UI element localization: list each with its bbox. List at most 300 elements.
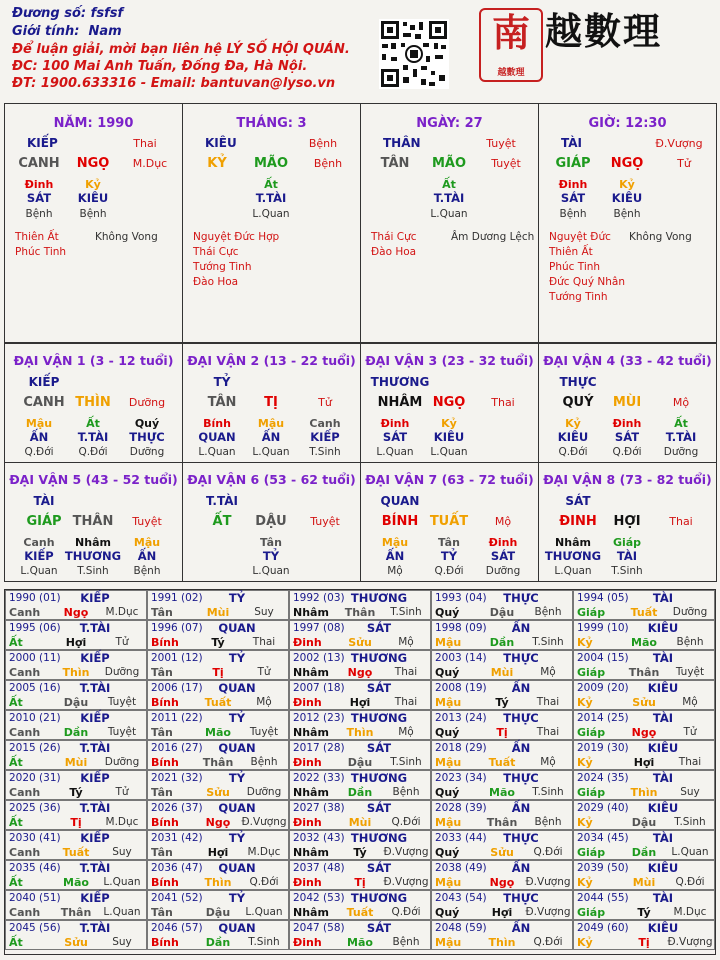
ten-god-star: ẤN (511, 741, 531, 755)
earthly-branch: Sửu (348, 636, 372, 649)
shen-sha-star: Thiên Ất (15, 231, 59, 243)
shen-sha-star: Phúc Tinh (15, 246, 67, 258)
year-status: Tuyệt (249, 726, 279, 738)
earthly-branch: Hợi (65, 636, 87, 649)
ten-god-star: KIÊU (647, 681, 679, 695)
ten-god-star: ẤN (511, 681, 531, 695)
year-status: M.Dục (105, 606, 139, 618)
ten-god-star: THÂN (383, 136, 421, 150)
year-label: 2014 (25) (577, 712, 629, 724)
heavenly-stem: KỶ (207, 156, 227, 171)
hidden-status: Q.Đới (78, 446, 108, 458)
year-cell (5, 770, 147, 800)
hidden-stem: Đinh (488, 536, 518, 549)
year-status: Thai (536, 696, 560, 708)
earthly-branch: TỊ (264, 395, 278, 410)
heavenly-stem: Mậu (435, 636, 462, 649)
heavenly-stem: Quý (435, 846, 460, 859)
year-status: Tử (115, 786, 129, 798)
ten-god-star: THỰC (503, 711, 539, 725)
year-cell (573, 620, 715, 650)
heavenly-stem: Đinh (293, 816, 322, 829)
ten-god-star: TỶ (228, 591, 246, 605)
year-label: 2008 (19) (435, 682, 487, 694)
ten-god-star: TÀI (652, 651, 674, 665)
earthly-branch: Mùi (348, 816, 372, 829)
ten-god-star: TỶ (228, 651, 246, 665)
shen-sha-star: Thiên Ất (549, 246, 593, 258)
earthly-branch: Tý (637, 906, 651, 919)
year-label: 2026 (37) (151, 802, 203, 814)
earthly-branch: HỢI (613, 514, 641, 529)
year-label: 2034 (45) (577, 832, 629, 844)
year-label: 2000 (11) (9, 652, 61, 664)
ten-god-star: KIÊU (647, 801, 679, 815)
hidden-status: T.Sinh (77, 565, 109, 577)
earthly-branch: Mão (347, 936, 373, 949)
year-cell (289, 830, 431, 860)
heavenly-stem: Mậu (435, 756, 462, 769)
year-status: Mộ (398, 636, 414, 648)
earthly-branch: DẬU (255, 514, 287, 529)
year-cell (147, 770, 289, 800)
year-cell (431, 890, 573, 920)
heavenly-stem: Giáp (577, 786, 606, 799)
year-cell (147, 860, 289, 890)
ten-god-star: QUAN (218, 861, 256, 875)
ten-god-star: THỰC (503, 591, 539, 605)
dai-van-title: ĐẠI VẬN 4 (33 - 42 tuổi) (543, 353, 712, 368)
ten-god-star: QUAN (218, 621, 256, 635)
year-label: 2031 (42) (151, 832, 203, 844)
year-status: Q.Đới (249, 876, 279, 888)
hidden-status: Q.Đới (434, 565, 464, 577)
year-cell (5, 830, 147, 860)
year-status: Q.Đới (391, 906, 421, 918)
earthly-branch: Tị (354, 876, 366, 889)
year-status: Suy (254, 606, 274, 618)
ten-god-star: T.TÀI (79, 921, 111, 935)
shen-sha-star: Đào Hoa (371, 246, 417, 258)
heavenly-stem: Mậu (435, 876, 462, 889)
year-label: 2038 (49) (435, 862, 487, 874)
year-label: 2018 (29) (435, 742, 487, 754)
year-cell (5, 590, 147, 620)
year-cell (431, 920, 573, 950)
hidden-stem: Canh (23, 536, 55, 549)
earthly-branch: MÃO (431, 156, 467, 171)
branch-status: Thai (669, 515, 693, 528)
ten-god-star: T.TÀI (206, 494, 238, 508)
ten-god-star: SÁT (366, 861, 392, 875)
hidden-ten-god: TỶ (440, 549, 458, 563)
ten-god-star: T.TÀI (79, 681, 111, 695)
year-status: Q.Đới (391, 816, 421, 828)
heavenly-stem: Đinh (293, 936, 322, 949)
ten-god-star: KIẾP (80, 891, 110, 905)
gender-line (12, 23, 122, 40)
year-status: T.Sinh (390, 756, 422, 768)
gender-value: Nam (88, 24, 122, 39)
earthly-branch: NGỌ (76, 156, 110, 171)
stem-status: Bệnh (308, 137, 338, 150)
earthly-branch: Mùi (206, 606, 230, 619)
hidden-stem: Ất (86, 417, 100, 430)
year-label: 1999 (10) (577, 622, 629, 634)
year-label: 2016 (27) (151, 742, 203, 754)
hidden-stem: Ất (264, 178, 278, 191)
earthly-branch: Dậu (489, 606, 515, 619)
hidden-ten-god: THƯƠNG (64, 549, 122, 563)
hidden-status: L.Quan (376, 446, 414, 458)
heavenly-stem: Tân (151, 786, 173, 799)
year-status: M.Dục (673, 906, 707, 918)
ten-god-star: TÀI (652, 891, 674, 905)
branch-status: Dưỡng (128, 396, 166, 409)
hidden-status: Q.Đới (558, 446, 588, 458)
annual-luck-grid (4, 589, 716, 955)
earthly-branch: Thân (628, 666, 660, 679)
hidden-status: Bệnh (25, 208, 53, 220)
ten-god-star: T.TÀI (79, 741, 111, 755)
year-label: 2024 (35) (577, 772, 629, 784)
ten-god-star: THỰC (503, 891, 539, 905)
earthly-branch: Tị (496, 726, 508, 739)
year-label: 2028 (39) (435, 802, 487, 814)
year-cell (147, 620, 289, 650)
ten-god-star: THƯƠNG (370, 375, 430, 389)
earthly-branch: Thìn (630, 786, 658, 799)
hidden-ten-god: TÀI (616, 549, 638, 563)
year-cell (5, 800, 147, 830)
earthly-branch: Thìn (346, 726, 374, 739)
year-cell (431, 710, 573, 740)
ten-god-star: SÁT (366, 741, 392, 755)
heavenly-stem: Kỷ (577, 636, 593, 649)
ten-god-star: TỶ (228, 831, 246, 845)
year-cell (573, 890, 715, 920)
earthly-branch: Tý (353, 846, 367, 859)
earthly-branch: Mão (489, 786, 515, 799)
year-status: Dưỡng (104, 756, 140, 768)
year-status: M.Dục (247, 846, 281, 858)
year-status: Đ.Vượng (525, 876, 571, 888)
stem-status: Tuyệt (486, 137, 516, 150)
year-cell (147, 800, 289, 830)
owner-value: fsfsf (90, 6, 124, 21)
qr-code-icon[interactable] (379, 19, 449, 89)
hidden-stem: Tân (260, 536, 282, 549)
year-status: Mộ (540, 666, 556, 678)
year-status: Thai (678, 756, 702, 768)
year-status: Mộ (682, 696, 698, 708)
earthly-branch: Tị (212, 666, 224, 679)
ten-god-star: ẤN (511, 861, 531, 875)
shen-sha-star: Phúc Tinh (549, 261, 601, 273)
year-cell (289, 770, 431, 800)
ten-god-star: THỰC (503, 651, 539, 665)
year-cell (431, 620, 573, 650)
ten-god-star: KIẾP (28, 375, 60, 389)
hidden-status: Bệnh (133, 565, 161, 577)
earthly-branch: Dần (63, 726, 89, 739)
earthly-branch: Dần (631, 846, 657, 859)
year-status: Bệnh (676, 636, 704, 648)
heavenly-stem: Nhâm (293, 906, 329, 919)
hidden-ten-god: KIÊU (557, 430, 589, 444)
heavenly-stem: Canh (9, 726, 41, 739)
year-label: 2009 (20) (577, 682, 629, 694)
year-cell (147, 710, 289, 740)
year-label: 2035 (46) (9, 862, 61, 874)
year-status: T.Sinh (390, 606, 422, 618)
hidden-ten-god: SÁT (560, 191, 586, 205)
year-label: 2043 (54) (435, 892, 487, 904)
pillar-title: THÁNG: 3 (236, 116, 307, 131)
heavenly-stem: Bính (151, 876, 179, 889)
earthly-branch: THÌN (75, 395, 111, 410)
heavenly-stem: Ất (9, 816, 23, 829)
year-label: 2007 (18) (293, 682, 345, 694)
year-status: Q.Đới (533, 936, 563, 948)
heavenly-stem: Kỷ (577, 816, 593, 829)
year-label: 2012 (23) (293, 712, 345, 724)
heavenly-stem: Bính (151, 816, 179, 829)
dai-van-cell (182, 343, 361, 463)
year-cell (573, 740, 715, 770)
branch-status: Thai (491, 396, 515, 409)
heavenly-stem: TÂN (380, 156, 410, 171)
year-status: Suy (112, 846, 132, 858)
heavenly-stem: Quý (435, 726, 460, 739)
earthly-branch: Dậu (205, 906, 231, 919)
hidden-status: L.Quan (430, 208, 468, 220)
earthly-branch: Mùi (64, 756, 88, 769)
hidden-ten-god: KIẾP (24, 549, 54, 563)
heavenly-stem: NHÂM (377, 395, 423, 410)
heavenly-stem: Giáp (577, 606, 606, 619)
earthly-branch: Dậu (63, 696, 89, 709)
year-status: Suy (112, 936, 132, 948)
ten-god-star: QUAN (380, 494, 420, 508)
year-cell (147, 740, 289, 770)
year-cell (5, 860, 147, 890)
year-status: Bệnh (392, 936, 420, 948)
year-cell (5, 920, 147, 950)
earthly-branch: Ngọ (63, 606, 89, 619)
year-cell (289, 860, 431, 890)
heavenly-stem: Nhâm (293, 846, 329, 859)
earthly-branch: Sửu (490, 846, 514, 859)
year-cell (147, 680, 289, 710)
earthly-branch: Tý (211, 636, 225, 649)
hidden-ten-god: T.TÀI (433, 191, 465, 205)
ten-god-star: THƯƠNG (350, 831, 408, 845)
year-cell (147, 890, 289, 920)
year-label: 1990 (01) (9, 592, 61, 604)
year-cell (431, 680, 573, 710)
hidden-ten-god: KIÊU (433, 430, 465, 444)
branch-status: Tuyệt (132, 515, 162, 528)
hidden-stem: Kỷ (441, 417, 457, 430)
dai-van-title: ĐẠI VẬN 3 (23 - 32 tuổi) (365, 353, 534, 368)
year-status: Đ.Vượng (667, 936, 713, 948)
year-cell (289, 590, 431, 620)
earthly-branch: Sửu (64, 936, 88, 949)
hidden-stem: Nhâm (555, 536, 591, 549)
year-label: 2019 (30) (577, 742, 629, 754)
hidden-status: Dưỡng (485, 565, 521, 577)
year-label: 2039 (50) (577, 862, 629, 874)
ten-god-star: SÁT (366, 921, 392, 935)
heavenly-stem: Canh (9, 606, 41, 619)
year-cell (431, 770, 573, 800)
earthly-branch: Tuất (630, 606, 658, 619)
earthly-branch: Mùi (490, 666, 514, 679)
earthly-branch: Tý (495, 696, 509, 709)
year-label: 2037 (48) (293, 862, 345, 874)
heavenly-stem: Tân (151, 726, 173, 739)
earthly-branch: Dần (205, 936, 231, 949)
dai-van-cell (4, 343, 183, 463)
pillar-title: NGÀY: 27 (416, 116, 483, 131)
year-label: 2023 (34) (435, 772, 487, 784)
ten-god-star: THƯƠNG (350, 591, 408, 605)
year-cell (147, 830, 289, 860)
contact-phone-email: ĐT: 1900.633316 - Email: bantuvan@lyso.vn (12, 76, 336, 91)
heavenly-stem: Giáp (577, 906, 606, 919)
year-status: L.Quan (103, 876, 141, 888)
branch-status: Mộ (672, 396, 690, 409)
heavenly-stem: Quý (435, 606, 460, 619)
seal-main-char: 南 (491, 10, 530, 55)
hidden-status: Q.Đới (24, 446, 54, 458)
year-cell (289, 650, 431, 680)
year-label: 2048 (59) (435, 922, 487, 934)
year-label: 2020 (31) (9, 772, 61, 784)
hidden-stem: Ất (442, 178, 456, 191)
year-label: 2025 (36) (9, 802, 61, 814)
hidden-stem: Đinh (24, 178, 54, 191)
year-label: 2022 (33) (293, 772, 345, 784)
heavenly-stem: Nhâm (293, 666, 329, 679)
shen-sha-star: Âm Dương Lệch (451, 231, 535, 243)
earthly-branch: Tuất (346, 906, 374, 919)
year-cell (431, 800, 573, 830)
year-cell (147, 590, 289, 620)
hidden-ten-god: ẤN (137, 549, 157, 563)
dai-van-title: ĐẠI VẬN 1 (3 - 12 tuổi) (13, 353, 174, 368)
heavenly-stem: Nhâm (293, 606, 329, 619)
year-status: Bệnh (392, 786, 420, 798)
shen-sha-star: Đức Quý Nhân (549, 276, 625, 288)
hidden-ten-god: T.TÀI (255, 191, 287, 205)
hidden-stem: Mậu (257, 417, 285, 430)
earthly-branch: Tuất (204, 696, 232, 709)
heavenly-stem: ĐINH (559, 514, 597, 529)
year-status: Q.Đới (533, 846, 563, 858)
earthly-branch: Tuất (488, 756, 516, 769)
heavenly-stem: Đinh (293, 876, 322, 889)
hidden-stem: Đinh (380, 417, 410, 430)
ten-god-star: TÀI (652, 831, 674, 845)
dai-van-cell (538, 343, 717, 463)
pillar-cell (360, 103, 539, 343)
year-status: Mộ (540, 756, 556, 768)
branch-status: Mộ (494, 515, 512, 528)
ten-god-star: QUAN (218, 681, 256, 695)
year-label: 2044 (55) (577, 892, 629, 904)
heavenly-stem: Canh (9, 786, 41, 799)
year-label: 2015 (26) (9, 742, 61, 754)
year-label: 2004 (15) (577, 652, 629, 664)
heavenly-stem: Bính (151, 636, 179, 649)
ten-god-star: TÀI (652, 711, 674, 725)
year-label: 2011 (22) (151, 712, 203, 724)
heavenly-stem: Quý (435, 786, 460, 799)
pillar-title: NĂM: 1990 (53, 116, 134, 131)
hidden-stem: Kỷ (619, 178, 635, 191)
hidden-stem: Giáp (612, 536, 642, 549)
hidden-stem: Quý (134, 417, 160, 430)
earthly-branch: Mão (631, 636, 657, 649)
year-label: 2046 (57) (151, 922, 203, 934)
year-cell (573, 860, 715, 890)
earthly-branch: MÃO (253, 156, 289, 171)
heavenly-stem: Mậu (435, 816, 462, 829)
heavenly-stem: ẤT (212, 514, 232, 529)
ten-god-star: KIÊU (647, 741, 679, 755)
earthly-branch: Dậu (347, 756, 373, 769)
seal-stamp (479, 8, 543, 82)
heavenly-stem: Canh (9, 666, 41, 679)
hidden-status: L.Quan (20, 565, 58, 577)
dai-van-cell (360, 462, 539, 582)
year-label: 1993 (04) (435, 592, 487, 604)
hidden-status: Bệnh (613, 208, 641, 220)
year-cell (5, 710, 147, 740)
hidden-stem: Kỷ (565, 417, 581, 430)
heavenly-stem: Tân (151, 906, 173, 919)
hidden-stem: Canh (309, 417, 341, 430)
ten-god-star: QUAN (218, 921, 256, 935)
branch-status: Bệnh (313, 157, 343, 170)
heavenly-stem: Quý (435, 906, 460, 919)
ten-god-star: KIẾP (80, 771, 110, 785)
ten-god-star: KIÊU (647, 621, 679, 635)
ten-god-star: THỰC (503, 831, 539, 845)
hidden-ten-god: T.TÀI (665, 430, 697, 444)
hidden-stem: Bính (203, 417, 231, 430)
year-status: L.Quan (245, 906, 283, 918)
ten-god-star: QUAN (218, 801, 256, 815)
year-status: Thai (252, 636, 276, 648)
year-label: 2002 (13) (293, 652, 345, 664)
ten-god-star: SÁT (565, 494, 591, 508)
seal-small-text: 越數理 (497, 68, 525, 78)
earthly-branch: Mùi (632, 876, 656, 889)
ten-god-star: ẤN (511, 921, 531, 935)
pillar-title: GIỜ: 12:30 (588, 116, 667, 131)
year-cell (573, 710, 715, 740)
owner-line (12, 5, 123, 22)
year-label: 2005 (16) (9, 682, 61, 694)
heavenly-stem: Giáp (577, 726, 606, 739)
year-status: Thai (394, 666, 418, 678)
ten-god-star: TỶ (228, 891, 246, 905)
hidden-ten-god: ẤN (261, 430, 281, 444)
branch-status: Tuyệt (491, 157, 521, 170)
